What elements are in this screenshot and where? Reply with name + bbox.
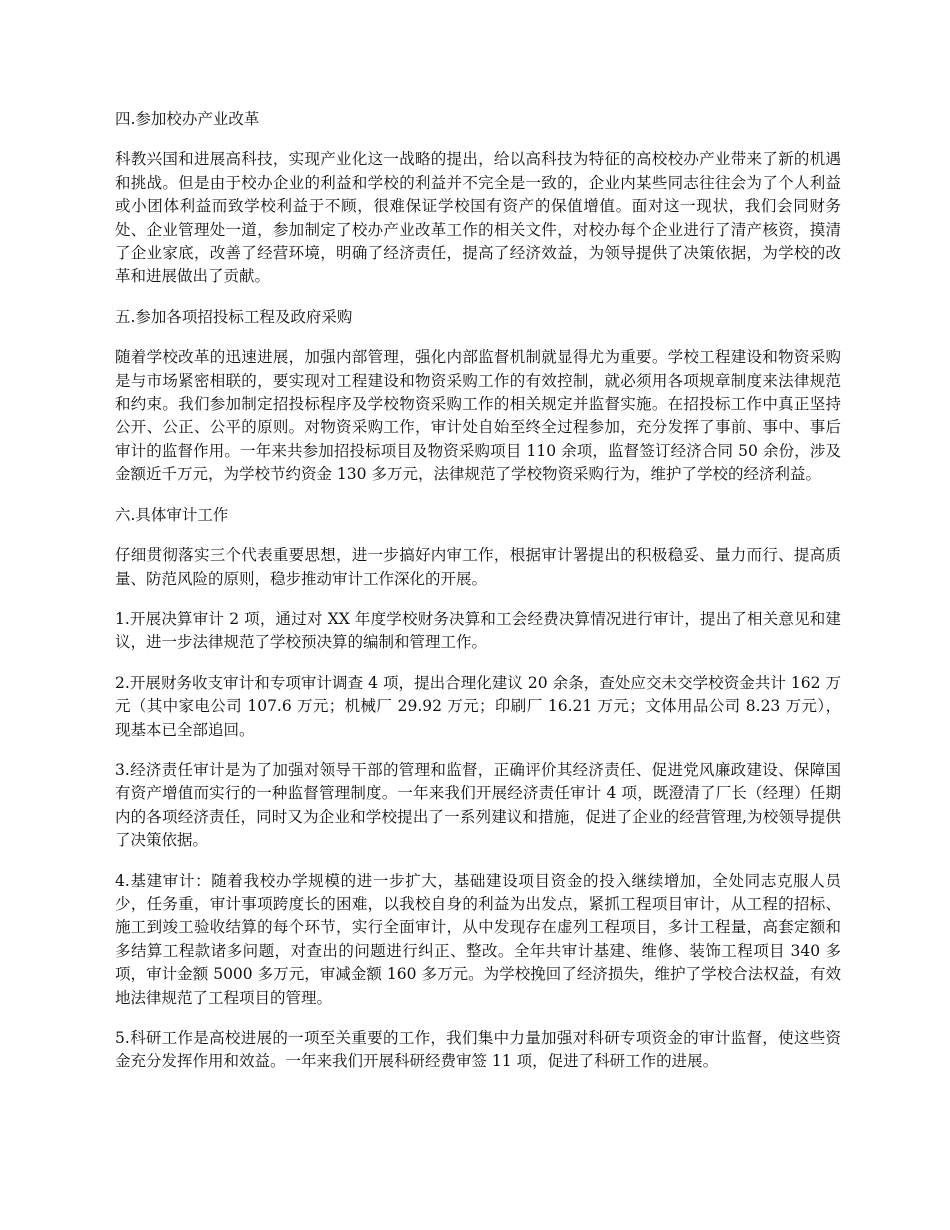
list-item-paragraph: 2.开展财务收支审计和专项审计调查 4 项，提出合理化建议 20 余条，查处应交未交学校资金共计 162 万元（其中家电公司 107.6 万元；机械厂 29.92 万元；印刷厂 16.21 万元；文体用品公司 8.23 万元），现基本已全部追回。 [115, 673, 841, 739]
document-page [115, 108, 841, 1091]
section-heading-4: 四.参加校办产业改革 [115, 110, 260, 128]
list-item-paragraph: 5.科研工作是高校进展的一项至关重要的工作，我们集中力量加强对科研专项资金的审计监督，使这些资金充分发挥作用和效益。一年来我们开展科研经费审签 11 项，促进了科研工作的进展。 [115, 1029, 841, 1071]
paragraph: 随着学校改革的迅速进展，加强内部管理，强化内部监督机制就显得尤为重要。学校工程建设和物资采购是与市场紧密相联的，要实现对工程建设和物资采购工作的有效控制，就必须用各项规章制度来法律规范和约束。我们参加制定招投标程序及学校物资采购工作的相关规定并监督实施。在招投标工作中真正坚持公开、公正、公平的原则。对物资采购工作，审计处自始至终全过程参加，充分发挥了事前、事中、事后审计的监督作用。一年来共参加招投标项目及物资采购项目 110 余项，监督签订经济合同 50 余份，涉及金额近千万元，为学校节约资金 130 多万元，法律规范了学校物资采购行为，维护了学校的经济利益。 [115, 348, 841, 484]
list-item-paragraph: 1.开展决算审计 2 项，通过对 XX 年度学校财务决算和工会经费决算情况进行审计，提出了相关意见和建议，进一步法律规范了学校预决算的编制和管理工作。 [115, 609, 841, 652]
section-heading-6: 六.具体审计工作 [115, 505, 229, 524]
paragraph: 科教兴国和进展高科技，实现产业化这一战略的提出，给以高科技为特征的高校校办产业带来了新的机遇和挑战。但是由于校办企业的利益和学校的利益并不完全是一致的，企业内某些同志往往会为了个人利益或小团体利益而致学校利益于不顾，很难保证学校国有资产的保值增值。面对这一现状，我们会同财务处、企业管理处一道，参加制定了校办产业改革工作的相关文件，对校办每个企业进行了清产核资，摸清了企业家底，改善了经营环境，明确了经济责任，提高了经济效益，为领导提供了决策依据，为学校的改革和进展做出了贡献。 [115, 150, 841, 286]
paragraph: 仔细贯彻落实三个代表重要思想，进一步搞好内审工作，根据审计署提出的积极稳妥、量力而行、提高质量、防范风险的原则，稳步推动审计工作深化的开展。 [115, 546, 841, 588]
section-heading-5: 五.参加各项招投标工程及政府采购 [115, 307, 353, 326]
list-item-paragraph: 3.经济责任审计是为了加强对领导干部的管理和监督，正确评价其经济责任、促进党风廉政建设、保障国有资产增值而实行的一种监督管理制度。一年来我们开展经济责任审计 4 项，既澄清了厂长（经理）任期内的各项经济责任，同时又为企业和学校提出了一系列建议和措施，促进了企业的经营管理,为校领导提供了决策依据。 [115, 760, 841, 850]
list-item-paragraph: 4.基建审计：随着我校办学规模的进一步扩大，基础建设项目资金的投入继续增加，全处同志克服人员少，任务重，审计事项跨度长的困难，以我校自身的利益为出发点，紧抓工程项目审计，从工程的招标、施工到竣工验收结算的每个环节，实行全面审计，从中发现存在虚列工程项目，多计工程量，高套定额和多结算工程款诸多问题，对查出的问题进行纠正、整改。全年共审计基建、维修、装饰工程项目 340 多项，审计金额 5000 多万元，审减金额 160 多万元。为学校挽回了经济损失，维护了学校合法权益，有效地法律规范了工程项目的管理。 [115, 871, 841, 1007]
